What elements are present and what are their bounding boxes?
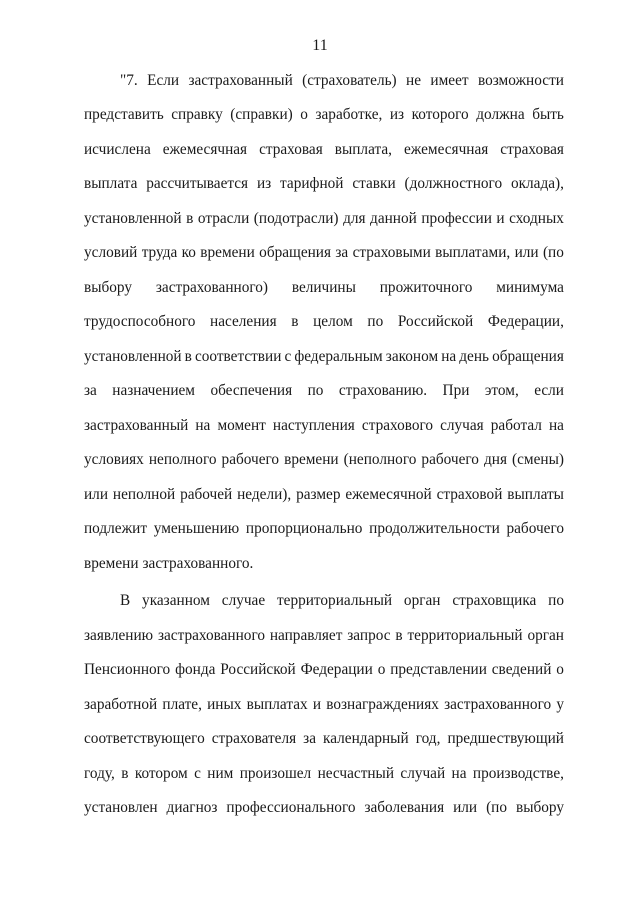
word: представлении (390, 661, 487, 678)
word: застрахованного (157, 627, 265, 644)
text-line (84, 763, 564, 785)
word: установленной (84, 348, 182, 365)
word: случае (221, 592, 266, 609)
word: запрос (347, 627, 391, 644)
word: сходных (509, 210, 564, 227)
word: и (496, 210, 505, 227)
text-line (84, 415, 564, 437)
word: ним (207, 765, 234, 782)
word: ежемесячной (345, 486, 432, 503)
word: о (377, 661, 386, 678)
word: случай (400, 765, 446, 782)
word: орган (403, 592, 441, 609)
word: территориальный (407, 627, 523, 644)
word: подлежит (84, 520, 148, 537)
word: о (556, 661, 564, 678)
word: вознаграждениях (326, 696, 439, 713)
word: (по (486, 799, 508, 816)
word: и (312, 696, 322, 713)
word: рабочего (506, 520, 564, 537)
word: Российской (220, 661, 296, 678)
word: установлен (84, 799, 158, 816)
text-line (84, 484, 564, 506)
word: сведений (491, 661, 552, 678)
word: выплатах (246, 696, 308, 713)
word: работал (490, 417, 542, 434)
word: оклада), (510, 175, 564, 192)
word: на (195, 417, 211, 434)
text-line (84, 104, 564, 126)
word: из (256, 175, 272, 192)
word: рассчитывается (146, 175, 249, 192)
text-line (84, 139, 564, 161)
word: рабочего (421, 451, 479, 468)
word: плате, (162, 696, 202, 713)
text-line (84, 449, 564, 471)
word: (подотрасли) (253, 210, 339, 227)
word: При (442, 382, 470, 399)
word: страховщика (452, 592, 537, 609)
word: в (186, 210, 194, 227)
word: момент (217, 417, 266, 434)
word: недели), (237, 486, 292, 503)
word: на (441, 348, 457, 365)
word: имеет (430, 72, 469, 89)
word: страхованию. (338, 382, 428, 399)
word: "7. (120, 72, 138, 89)
word: у (556, 696, 564, 713)
word: за (84, 382, 97, 399)
word: профессии (421, 210, 492, 227)
word: о (300, 106, 308, 123)
word: пропорционально (245, 520, 363, 537)
word: времени (84, 555, 139, 572)
word: для (343, 210, 366, 227)
word: федеральным (294, 348, 383, 365)
word: фонда (175, 661, 216, 678)
word: неполной (112, 486, 176, 503)
word: страхователя (211, 730, 297, 747)
word: данной (370, 210, 417, 227)
word: в (395, 627, 403, 644)
word: продолжительности (369, 520, 500, 537)
word: уменьшению (153, 520, 240, 537)
word: застрахованного) (155, 279, 268, 296)
word: в (121, 765, 129, 782)
word: соответствующего (84, 730, 205, 747)
word: установленной (84, 210, 182, 227)
word: профессионального (226, 799, 356, 816)
word: иных (207, 696, 242, 713)
word: Если (147, 72, 180, 89)
word: соответствии (194, 348, 282, 365)
word: из (389, 106, 405, 123)
word: с (194, 765, 201, 782)
word: по (367, 313, 384, 330)
word: на (548, 417, 564, 434)
word: прожиточного (379, 279, 473, 296)
text-line (120, 590, 564, 612)
word: условий (84, 244, 138, 261)
word: (смены) (512, 451, 564, 468)
word: день (459, 348, 489, 365)
text-line (84, 208, 564, 230)
word: год, (415, 730, 441, 747)
word: (справки) (230, 106, 293, 123)
word: заработке, (315, 106, 383, 123)
word: населения (210, 313, 277, 330)
word: исчислена (84, 141, 151, 158)
text-line (84, 242, 564, 264)
word: отрасли (197, 210, 250, 227)
word: произошел (239, 765, 312, 782)
word: ежемесячная (162, 141, 248, 158)
word: территориальный (276, 592, 393, 609)
text-line (84, 277, 564, 299)
word: обращения (259, 244, 332, 261)
word: с (284, 348, 292, 365)
word: труда (141, 244, 178, 261)
word: котором (134, 765, 188, 782)
word: выплата, (334, 141, 392, 158)
word: несчастный (317, 765, 395, 782)
word: времени (284, 451, 339, 468)
word: диагноз (166, 799, 218, 816)
word: заработной (84, 696, 158, 713)
word: на (451, 765, 467, 782)
word: (неполного (343, 451, 417, 468)
word: застрахованный (188, 72, 293, 89)
word: целом (313, 313, 353, 330)
word: по (548, 592, 564, 609)
word: страховая (500, 141, 564, 158)
word: орган (527, 627, 564, 644)
word: обеспечения (210, 382, 293, 399)
word: страховой (436, 486, 503, 503)
text-line (84, 728, 564, 750)
word: тарифной (280, 175, 344, 192)
word: назначением (112, 382, 195, 399)
word: страховая (259, 141, 323, 158)
word: ко (181, 244, 196, 261)
word: случая (440, 417, 484, 434)
word: или (453, 799, 478, 816)
word: выплатами, (435, 244, 511, 261)
word: которого (411, 106, 469, 123)
word: наступления (272, 417, 355, 434)
word: застрахованного (444, 696, 552, 713)
word: Пенсионного (84, 661, 171, 678)
text-line (84, 173, 564, 195)
word: по (307, 382, 324, 399)
text-line (84, 797, 564, 819)
word: предшествующий (447, 730, 564, 747)
word: справку (171, 106, 223, 123)
word: ежемесячная (403, 141, 489, 158)
word: дня (483, 451, 507, 468)
word: выбору (84, 279, 133, 296)
word: году, (84, 765, 115, 782)
word: (по (542, 244, 564, 261)
word: за (335, 244, 349, 261)
text-line (84, 694, 564, 716)
word: условиях (84, 451, 144, 468)
word: Российской (397, 313, 474, 330)
word: выплата (84, 175, 138, 192)
word: ставки (352, 175, 396, 192)
word: времени (200, 244, 255, 261)
word: этом, (484, 382, 519, 399)
word: застрахованный (84, 417, 189, 434)
word: представить (84, 106, 164, 123)
text-line (84, 553, 564, 575)
text-line (84, 625, 564, 647)
word: или (84, 486, 109, 503)
word: (должностного (404, 175, 503, 192)
word: производстве, (472, 765, 564, 782)
word: В (120, 592, 131, 609)
word: быть (532, 106, 564, 123)
text-line (84, 380, 564, 402)
word: Федерации (300, 661, 373, 678)
word: календарный (323, 730, 409, 747)
page-number: 11 (312, 37, 328, 54)
text-line (84, 659, 564, 681)
word: застрахованного. (142, 555, 254, 572)
word: минимума (496, 279, 564, 296)
word: направляет (269, 627, 343, 644)
word: законом (385, 348, 439, 365)
word: заболевания (364, 799, 445, 816)
word: если (534, 382, 564, 399)
text-line (84, 518, 564, 540)
word: в (184, 348, 192, 365)
word: выбору (515, 799, 564, 816)
word: Федерации, (487, 313, 564, 330)
word: обращения (492, 348, 564, 365)
word: рабочей (180, 486, 233, 503)
text-line (84, 311, 564, 333)
word: трудоспособного (84, 313, 196, 330)
word: в (291, 313, 299, 330)
word: неполного (148, 451, 217, 468)
text-line (120, 70, 564, 92)
word: рабочего (221, 451, 280, 468)
word: не (406, 72, 422, 89)
word: выплаты (507, 486, 564, 503)
word: указанном (142, 592, 210, 609)
word: размер (296, 486, 341, 503)
word: страхового (361, 417, 434, 434)
word: за (303, 730, 317, 747)
word: заявлению (84, 627, 154, 644)
word: или (514, 244, 539, 261)
word: величины (291, 279, 356, 296)
word: возможности (477, 72, 564, 89)
word: должна (476, 106, 525, 123)
word: (страхователь) (302, 72, 397, 89)
text-line (84, 346, 564, 368)
word: страховыми (352, 244, 431, 261)
